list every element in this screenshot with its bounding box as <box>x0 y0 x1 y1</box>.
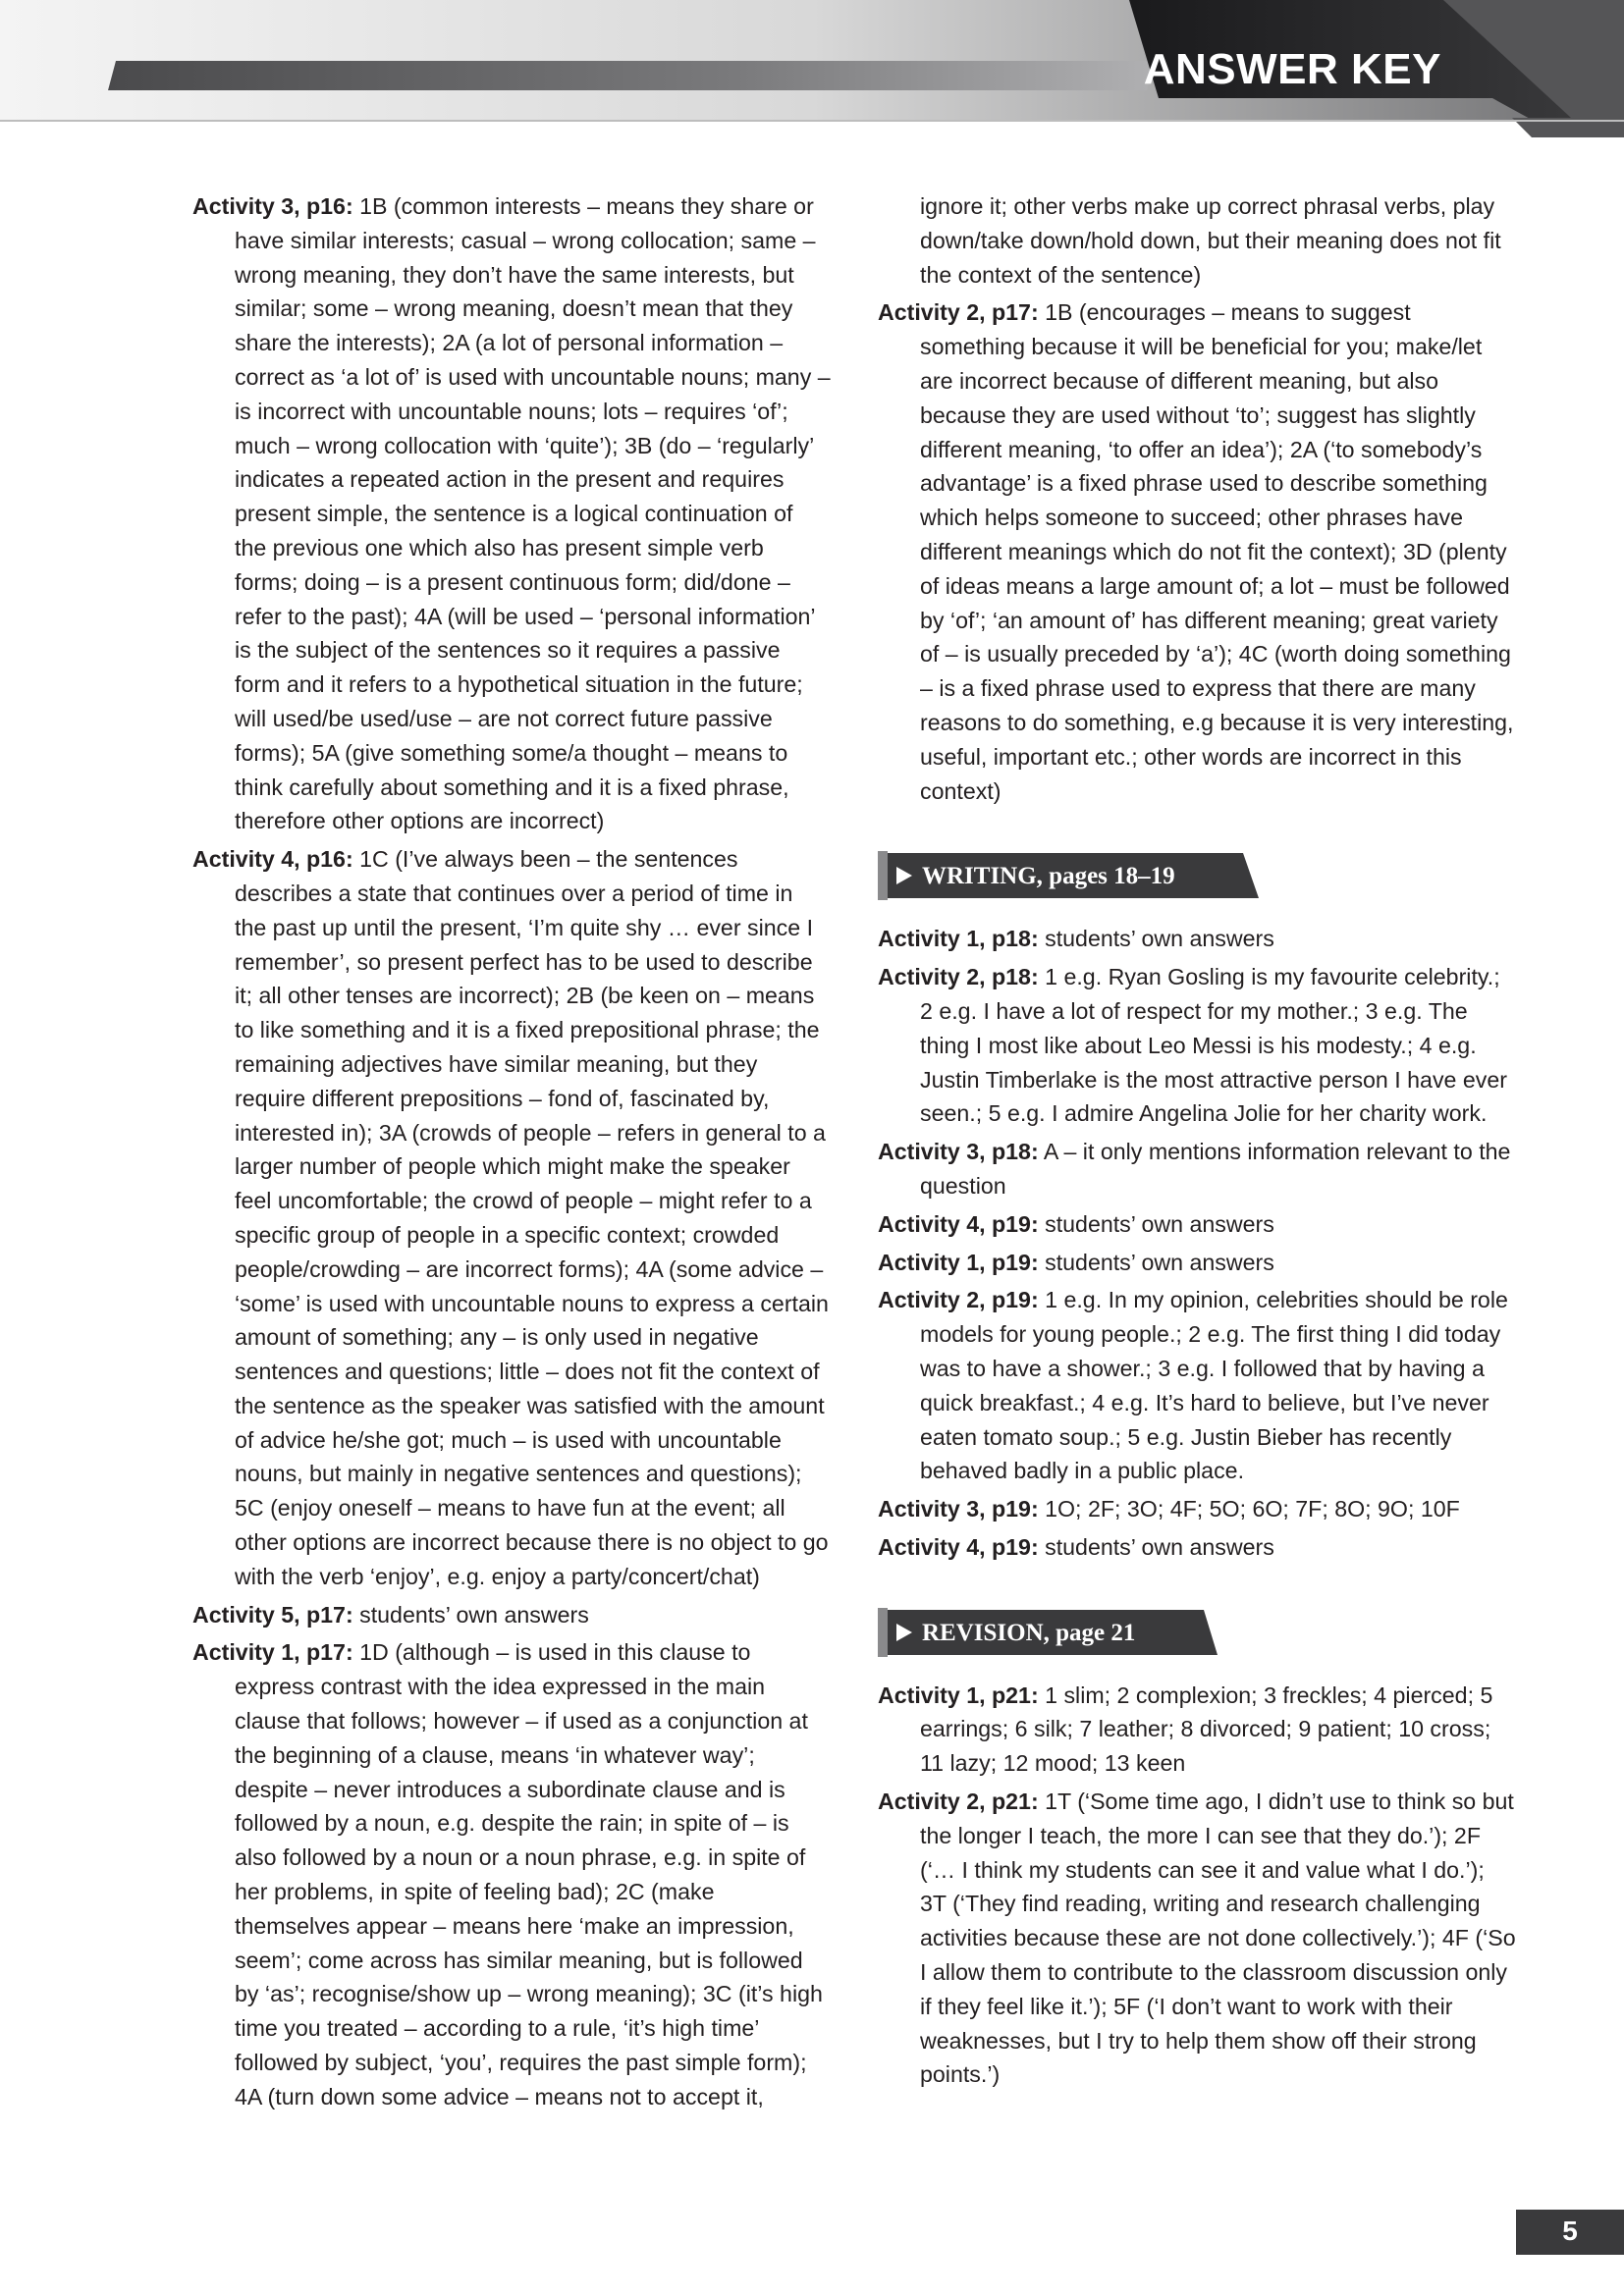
answer-entry <box>878 1207 1516 1242</box>
page-number: 5 <box>1562 2216 1578 2246</box>
entry-label: Activity 5, p17: <box>192 1601 353 1628</box>
entry-text: A – it only mentions information relevant to the question <box>920 1139 1511 1199</box>
page-number-box <box>1516 2210 1624 2255</box>
entry-label: Activity 3, p19: <box>878 1496 1039 1522</box>
entry-label: Activity 2, p21: <box>878 1789 1039 1815</box>
section-title: REVISION, page 21 <box>922 1619 1136 1646</box>
entry-text: 1D (although – is used in this clause to express contrast with the idea expressed in the main clause that follows; however – if used as a conjunction at the beginning of a clause, means ‘in whatever way’; despite – never introduces a subordinate clause and is followed by a noun, e.g. despite the rain; in spite of – is also followed by a noun or a noun phrase, e.g. in spite of her problems, in spite of feeling bad); 2C (make themselves appear – means here ‘make an impression, seem’; come across has similar meaning, but is followed by ‘as’; recognise/show up – wrong meaning); 3C (it’s high time you treated – according to a rule, ‘it’s high time’ followed by subject, ‘you’, requires the past simple form); 4A (turn down some advice – means not to accept it, <box>235 1639 823 2109</box>
entry-text: students’ own answers <box>1045 1533 1274 1560</box>
answer-entry <box>878 1135 1516 1203</box>
entry-text: 1 e.g. Ryan Gosling is my favourite celebrity.; 2 e.g. I have a lot of respect for my mother.; 3 e.g. The thing I most like about Leo Messi is his modesty.; 4 e.g. Justin Timberlake is the most attractive person I have ever seen.; 5 e.g. I admire Angelina Jolie for her charity work. <box>920 964 1507 1127</box>
section-title: WRITING, pages 18–19 <box>922 863 1175 890</box>
triangle-arrow-icon <box>896 1624 912 1641</box>
entry-label: Activity 1, p17: <box>192 1639 353 1666</box>
section-header-writing <box>878 851 1516 900</box>
answer-entry <box>878 1679 1516 1781</box>
entry-label: Activity 1, p19: <box>878 1249 1039 1275</box>
triangle-arrow-icon <box>896 867 912 884</box>
entry-label: Activity 2, p18: <box>878 964 1039 990</box>
entry-label: Activity 4, p19: <box>878 1533 1039 1560</box>
entry-label: Activity 4, p19: <box>878 1210 1039 1237</box>
entry-text: students’ own answers <box>1045 1249 1274 1275</box>
entry-text: 1 e.g. In my opinion, celebrities should be role models for young people.; 2 e.g. The first thing I did today was to have a shower.; 3 e.g. I followed that by having a quick breakfast.; 4 e.g. It’s hard to believe, but I’ve never eaten tomato soup.; 5 e.g. Justin Bieber has recently behaved badly in a public place. <box>920 1287 1508 1484</box>
entry-label: Activity 4, p16: <box>192 846 353 873</box>
answer-entry <box>878 922 1516 956</box>
answer-entry <box>878 1246 1516 1280</box>
answer-entry <box>878 1283 1516 1488</box>
continued-text: ignore it; other verbs make up correct phrasal verbs, play down/take down/hold down, but their meaning does not fit the context of the sentence) <box>920 193 1501 288</box>
left-column <box>192 189 831 2118</box>
entry-label: Activity 3, p16: <box>192 193 353 219</box>
entry-label: Activity 2, p17: <box>878 299 1039 326</box>
entry-text: 1B (common interests – means they share or have similar interests; casual – wrong collocation; same – wrong meaning, they don’t have the same interests, but similar; some – wrong meaning, doesn’t mean that they share the interests); 2A (a lot of personal information – correct as ‘a lot of’ is used with uncountable nouns; many – is incorrect with uncountable nouns; lots – requires ‘of’; much – wrong collocation with ‘quite’); 3B (do – ‘regularly’ indicates a repeated action in the present and requires present simple, the sentence is a logical continuation of the previous one which also has present simple verb forms; doing – is a present continuous form; did/done – refer to the past); 4A (will be used – ‘personal information’ is the subject of the sentences so it requires a passive form and it refers to a hypothetical situation in the future; will used/be used/use – are not correct future passive forms); 5A (give something some/a thought – means to think carefully about something and it is a fixed phrase, therefore other options are incorrect) <box>235 193 831 834</box>
entry-text: 1C (I’ve always been – the sentences describes a state that continues over a period of time in the past up until the present, ‘I’m quite shy … ever since I remember’, so present perfect has to be used to describe it; all other tenses are incorrect); 2B (be keen on – means to like something and it is a fixed prepositional phrase; the remaining adjectives have similar meaning, but they require different prepositions – fond of, fascinated by, interested in); 3A (crowds of people – refers in general to a larger number of people which might make the speaker feel uncomfortable; the crowd of people – might refer to a specific group of people in a specific context; crowded people/crowding – are incorrect forms); 4A (some advice – ‘some’ is used with uncountable nouns to express a certain amount of something; any – is only used in negative sentences and questions; little – does not fit the context of the sentence as the speaker was satisfied with the amount of advice he/she got; much – is used with uncountable nouns, but mainly in negative sentences and questions); 5C (enjoy oneself – means to have fun at the event; all other options are incorrect because there is no object to go with the verb ‘enjoy’, e.g. enjoy a party/concert/chat) <box>235 846 829 1589</box>
answer-entry <box>192 842 831 1594</box>
entry-text: students’ own answers <box>1045 1210 1274 1237</box>
entry-label: Activity 1, p21: <box>878 1682 1039 1708</box>
entry-text: 1O; 2F; 3O; 4F; 5O; 6O; 7F; 8O; 9O; 10F <box>1045 1496 1460 1522</box>
answer-entry <box>878 960 1516 1131</box>
entry-label: Activity 1, p18: <box>878 926 1039 952</box>
answer-entry <box>878 1530 1516 1565</box>
entry-label: Activity 3, p18: <box>878 1139 1039 1165</box>
entry-text: 1B (encourages – means to suggest something because it will be beneficial for you; make/let are incorrect because of different meaning, but also because they are used without ‘to’; suggest has slightly different meaning, ‘to offer an idea’); 2A (‘to somebody’s advantage’ is a fixed phrase used to describe something which helps someone to succeed; other phrases have different meanings which do not fit the context); 3D (plenty of ideas means a large amount of; a lot – must be followed by ‘of’; ‘an amount of’ has different meaning; great variety of – is usually preceded by ‘a’); 4C (worth doing something – is a fixed phrase used to express that there are many reasons to do something, e.g because it is very interesting, useful, important etc.; other words are incorrect in this context) <box>920 299 1514 804</box>
entry-label: Activity 2, p19: <box>878 1287 1039 1313</box>
answer-entry <box>192 1635 831 2113</box>
entry-text: 1 slim; 2 complexion; 3 freckles; 4 pierced; 5 earrings; 6 silk; 7 leather; 8 divorced; 9 patient; 10 cross; 11 lazy; 12 mood; 13 keen <box>920 1682 1493 1777</box>
page-header <box>0 0 1624 147</box>
entry-text: students’ own answers <box>1045 926 1274 952</box>
answer-entry <box>878 295 1516 808</box>
section-header-revision <box>878 1608 1516 1657</box>
answer-entry <box>878 1785 1516 2092</box>
answer-entry <box>192 1598 831 1632</box>
page-title: ANSWER KEY <box>1143 45 1441 93</box>
entry-text: students’ own answers <box>359 1601 589 1628</box>
answer-entry <box>878 1492 1516 1526</box>
right-column <box>878 189 1516 2096</box>
answer-entry <box>192 189 831 838</box>
entry-text: 1T (‘Some time ago, I didn’t use to think so but the longer I teach, the more I can see that they do.’); 2F (‘… I think my students can see it and value what I do.’); 3T (‘They find reading, writing and research challenging activities because these are not done collectively.’); 4F (‘So I allow them to contribute to the classroom discussion only if they feel like it.’); 5F (‘I don’t want to work with their weaknesses, but I try to help them show off their strong points.’) <box>920 1789 1516 2088</box>
